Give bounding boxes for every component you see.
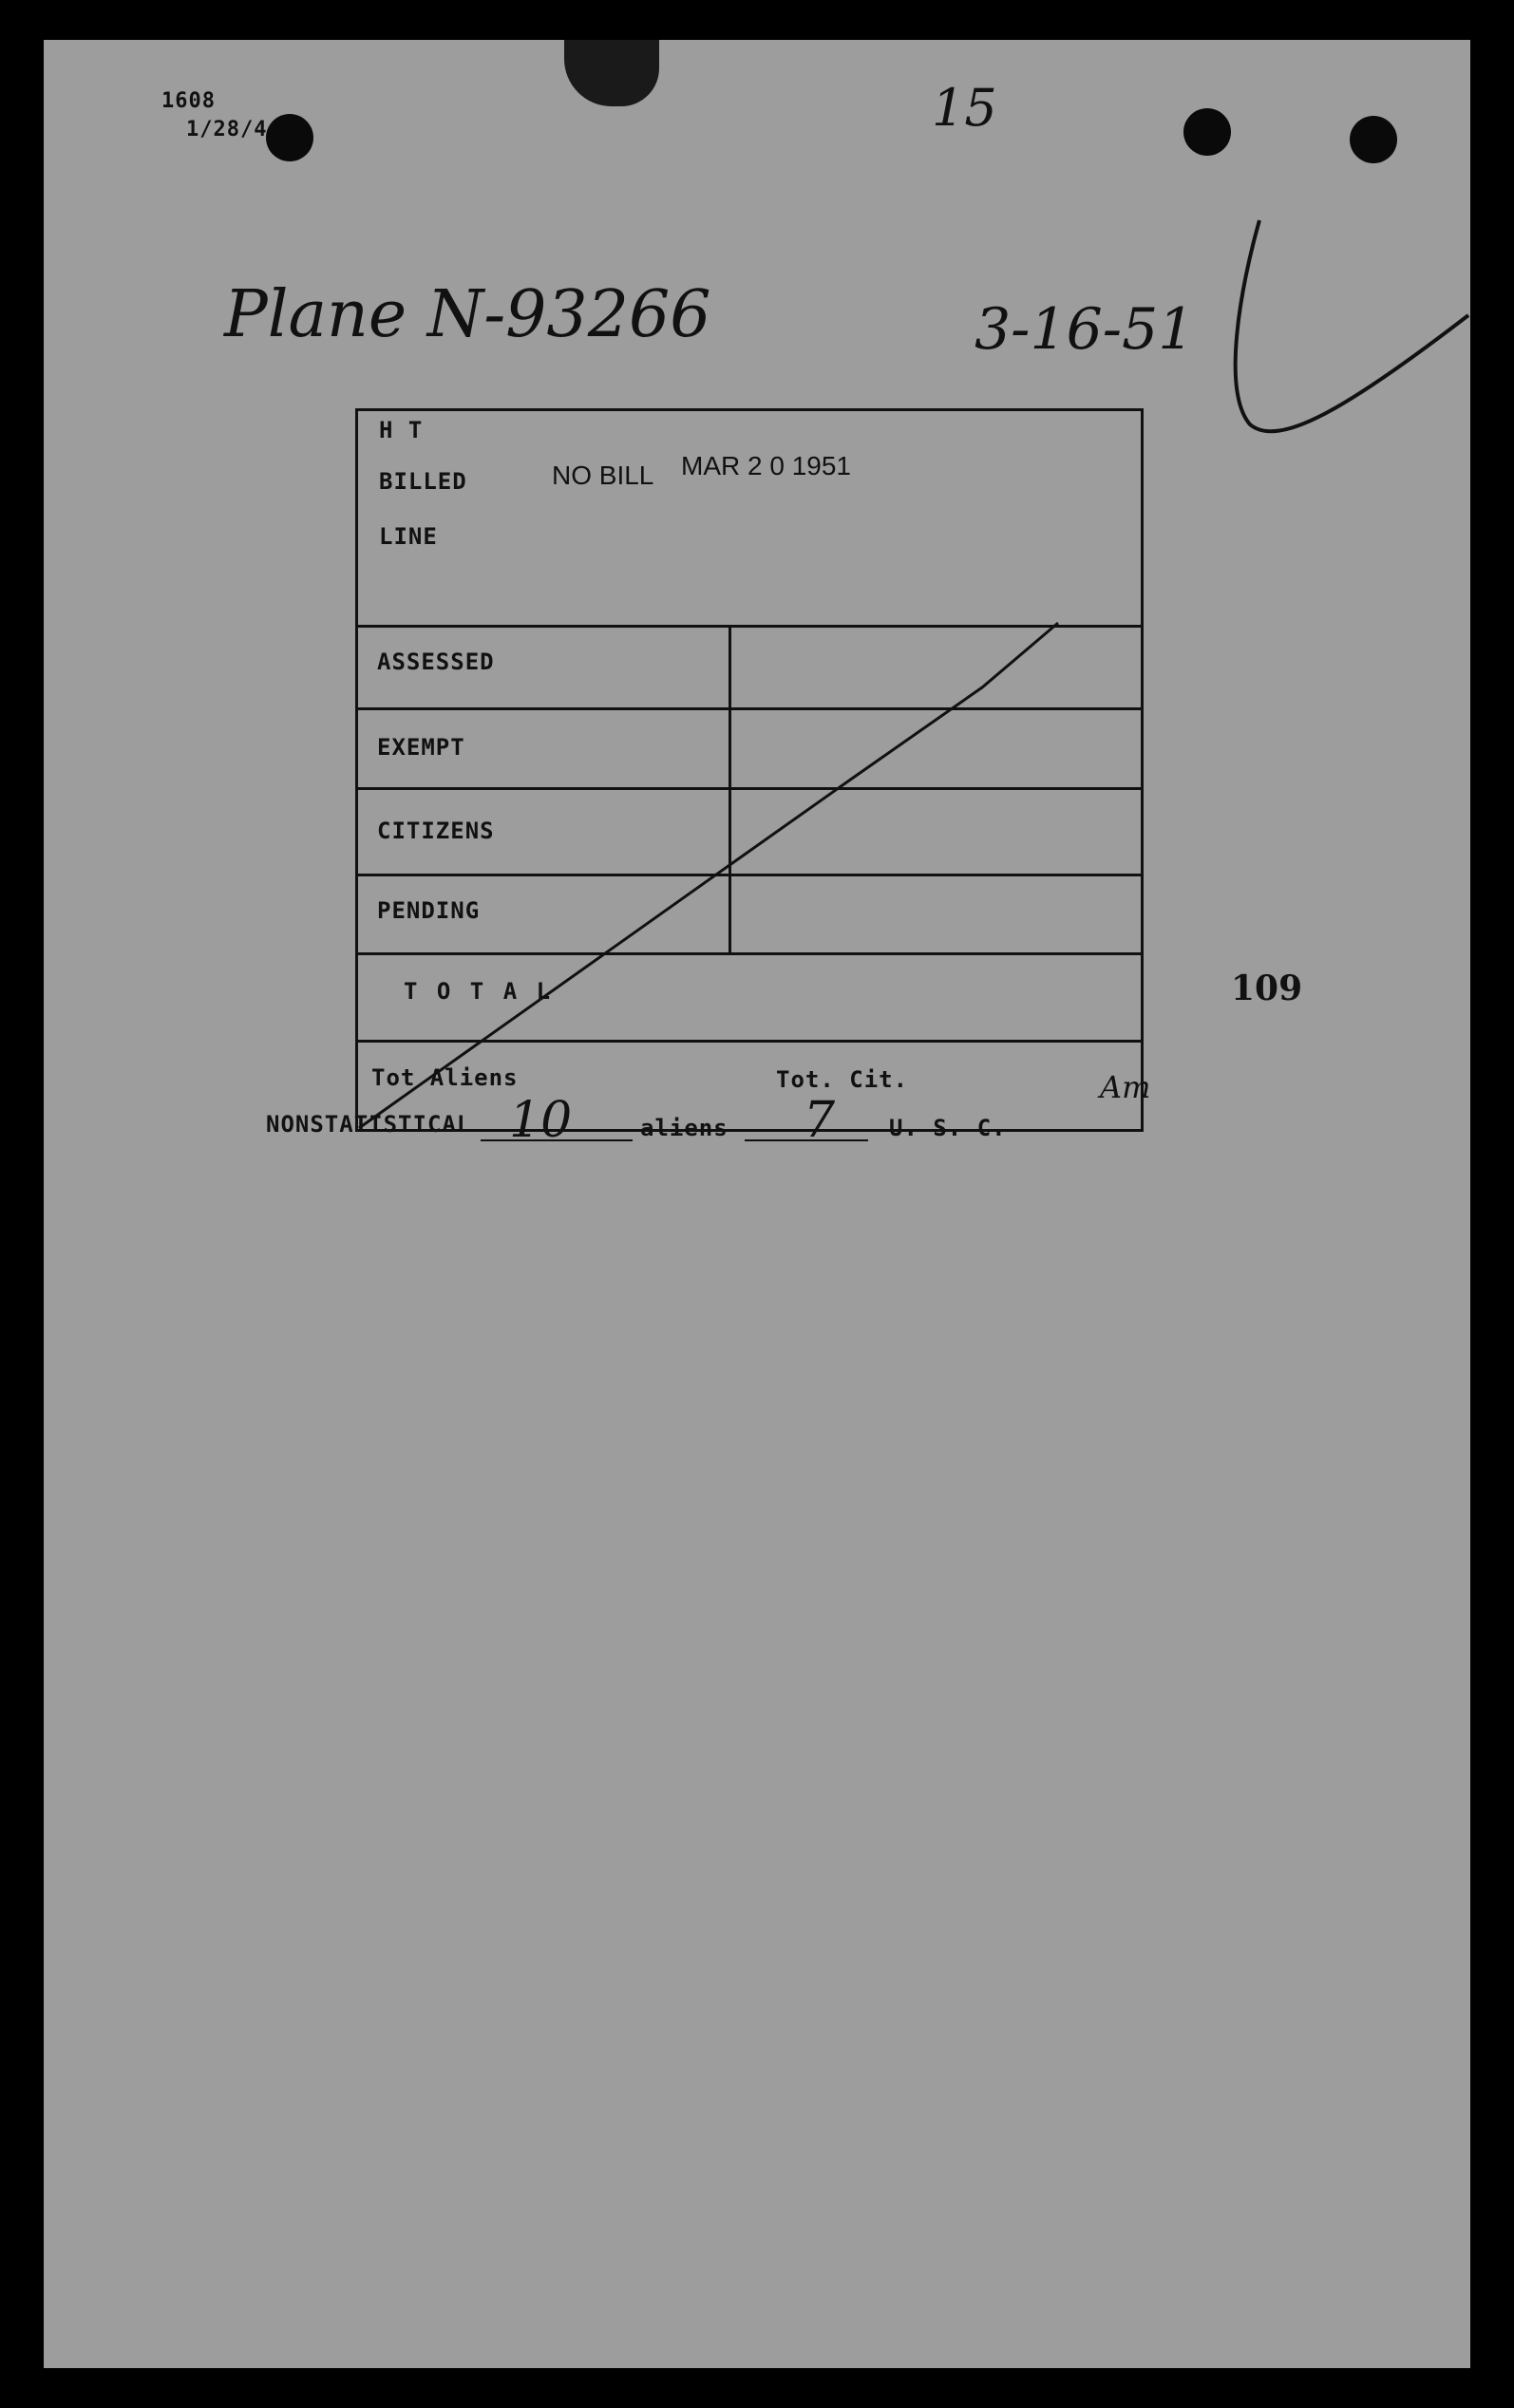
- row-label-pending: PENDING: [377, 897, 481, 924]
- check-mark: [1212, 211, 1478, 458]
- manifest-form-box: [355, 408, 1144, 1132]
- row-label-exempt: EXEMPT: [377, 734, 465, 761]
- torn-edge-mark: [564, 40, 659, 106]
- examiner-initials: Am: [1100, 1069, 1151, 1105]
- nonstatistical-label: NONSTATISTICAL: [266, 1111, 472, 1138]
- handwritten-date: 3-16-51: [975, 296, 1195, 363]
- punch-hole-right-2: [1350, 116, 1397, 163]
- plane-number: Plane N-93266: [224, 277, 711, 352]
- page-number: 109: [1231, 969, 1303, 1008]
- top-handwritten-mark: 15: [932, 78, 997, 138]
- row-label-assessed: ASSESSED: [377, 649, 495, 675]
- void-diagonal-line: [355, 408, 1144, 1132]
- tot-aliens-label: Tot Aliens: [371, 1064, 519, 1091]
- line-label: LINE: [379, 523, 438, 550]
- usc-label: U. S. C.: [889, 1115, 1007, 1141]
- punch-hole-left: [266, 114, 313, 161]
- total-label: T O T A L: [404, 978, 554, 1005]
- usc-count: 7: [804, 1092, 836, 1149]
- ht-label: H T: [379, 417, 424, 443]
- tot-cit-label: Tot. Cit.: [776, 1066, 909, 1093]
- row-label-citizens: CITIZENS: [377, 818, 495, 844]
- punch-hole-right-1: [1183, 108, 1231, 156]
- document-page: [44, 40, 1470, 2368]
- revision-date: 1/28/4: [186, 118, 268, 141]
- no-bill-stamp: NO BILL: [552, 461, 654, 490]
- form-number: 1608: [161, 89, 216, 113]
- received-date-stamp: MAR 2 0 1951: [681, 451, 851, 480]
- billed-label: BILLED: [379, 468, 467, 495]
- aliens-count: 10: [509, 1092, 573, 1149]
- aliens-label: aliens: [640, 1115, 729, 1141]
